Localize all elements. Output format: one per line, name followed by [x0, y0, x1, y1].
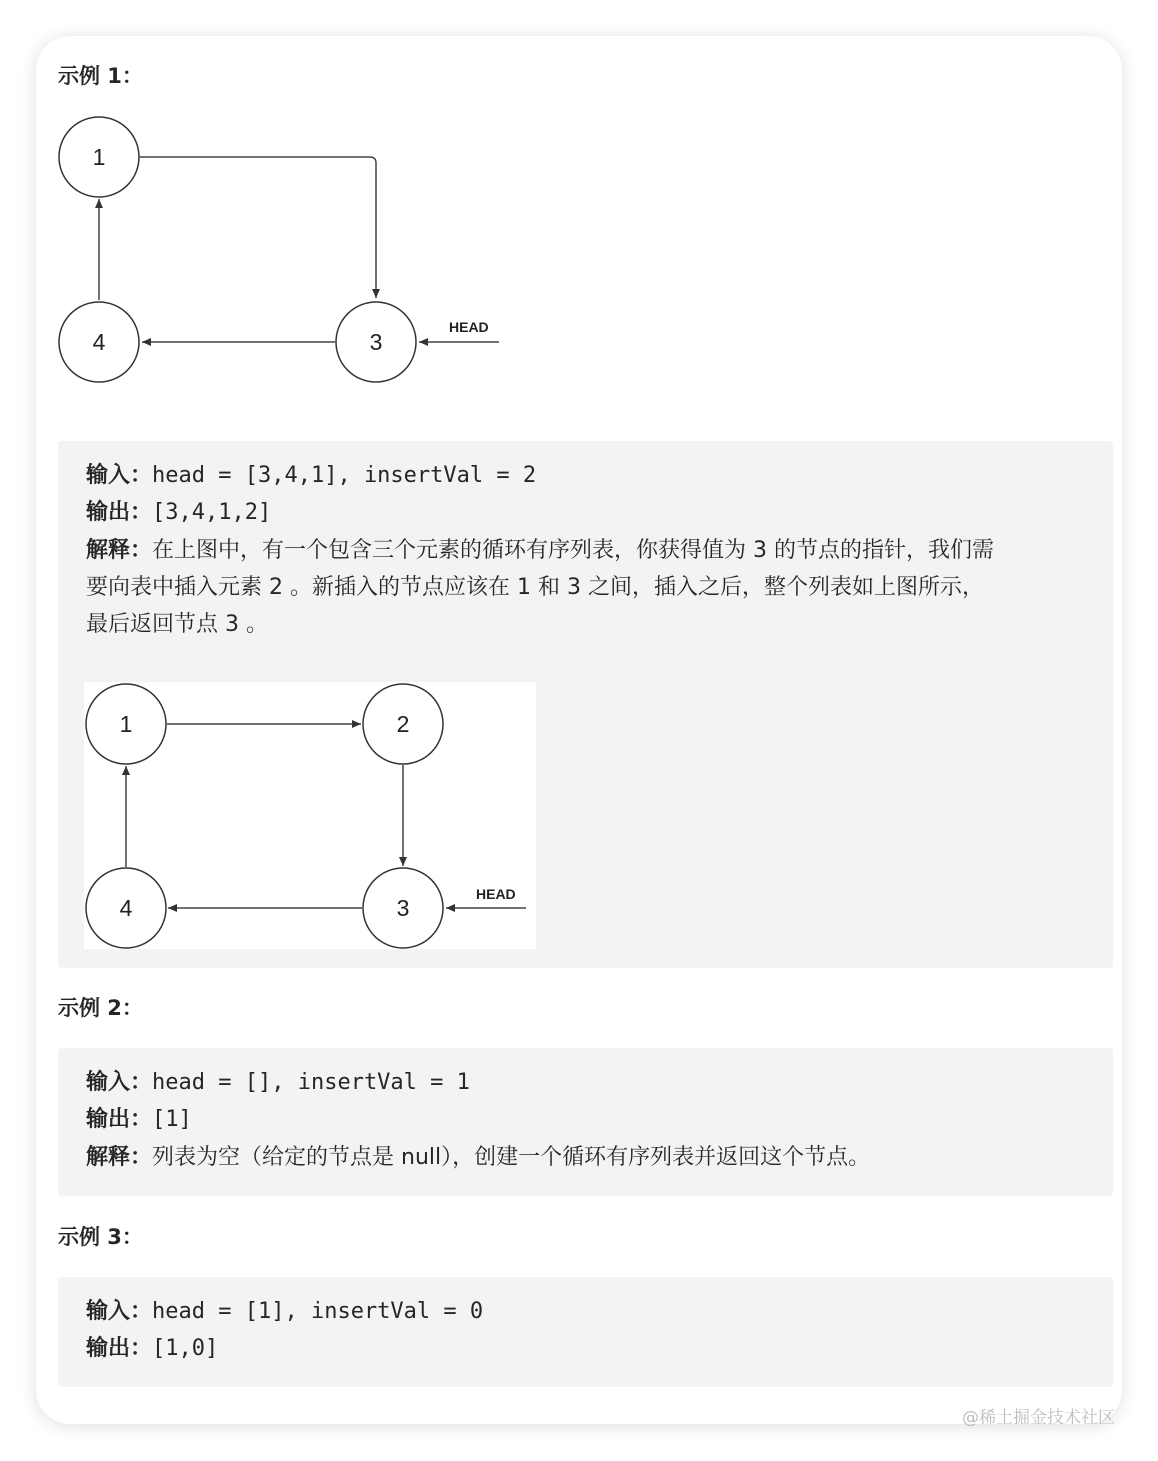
- edge-1-to-3: [140, 157, 376, 298]
- head-label: HEAD: [476, 886, 516, 902]
- node-2: [363, 684, 443, 764]
- node-3: [336, 302, 416, 382]
- node-4: [59, 302, 139, 382]
- output-label: 输出：: [86, 500, 153, 525]
- output-label: 输出：: [86, 1107, 153, 1132]
- watermark: @稀土掘金技术社区: [962, 1408, 1115, 1428]
- example-1-heading: 示例 1：: [58, 64, 143, 88]
- svg-text:4: 4: [119, 895, 133, 921]
- explain-label: 解释：: [86, 1145, 153, 1170]
- diagram-example-1-result: [84, 682, 536, 949]
- explain-text: 在上图中，有一个包含三个元素的循环有序列表，你获得值为 3 的节点的指针，我们需: [152, 538, 995, 563]
- input-label: 输入：: [86, 1299, 153, 1324]
- input-value: head = [3,4,1], insertVal = 2: [152, 463, 537, 488]
- input-value: head = [1], insertVal = 0: [152, 1299, 484, 1324]
- node-3: [363, 868, 443, 948]
- example-1-input: [86, 458, 1086, 494]
- example-1-output: [86, 495, 1086, 531]
- example-3-input: [86, 1294, 1086, 1330]
- output-value: [1,0]: [152, 1336, 219, 1361]
- node-1: [59, 117, 139, 197]
- example-3-heading: 示例 3：: [58, 1225, 143, 1249]
- output-value: [3,4,1,2]: [152, 500, 272, 525]
- example-2-heading: 示例 2：: [58, 996, 143, 1020]
- svg-text:3: 3: [396, 895, 410, 921]
- svg-text:4: 4: [92, 329, 106, 355]
- example-2-explain: [86, 1140, 1086, 1176]
- explain-text: 列表为空（给定的节点是 null），创建一个循环有序列表并返回这个节点。: [152, 1145, 871, 1170]
- output-value: [1]: [152, 1107, 192, 1132]
- input-value: head = [], insertVal = 1: [152, 1070, 470, 1095]
- svg-text:1: 1: [92, 144, 106, 170]
- example-1-explain-line-3: 最后返回节点 3 。: [86, 612, 268, 637]
- node-1: [86, 684, 166, 764]
- head-label: HEAD: [449, 319, 489, 335]
- example-3-output: [86, 1331, 1086, 1367]
- svg-text:3: 3: [369, 329, 383, 355]
- explain-label: 解释：: [86, 538, 153, 563]
- diagram-example-1: [50, 108, 520, 398]
- example-2-output: [86, 1102, 1086, 1138]
- input-label: 输入：: [86, 463, 153, 488]
- svg-text:2: 2: [396, 711, 410, 737]
- input-label: 输入：: [86, 1070, 153, 1095]
- svg-text:1: 1: [119, 711, 133, 737]
- example-1-explain-line-2: 要向表中插入元素 2 。新插入的节点应该在 1 和 3 之间，插入之后，整个列表如上图所示，: [86, 575, 984, 600]
- node-4: [86, 868, 166, 948]
- output-label: 输出：: [86, 1336, 153, 1361]
- example-2-input: [86, 1065, 1086, 1101]
- example-1-explain-line-1: [86, 533, 1086, 569]
